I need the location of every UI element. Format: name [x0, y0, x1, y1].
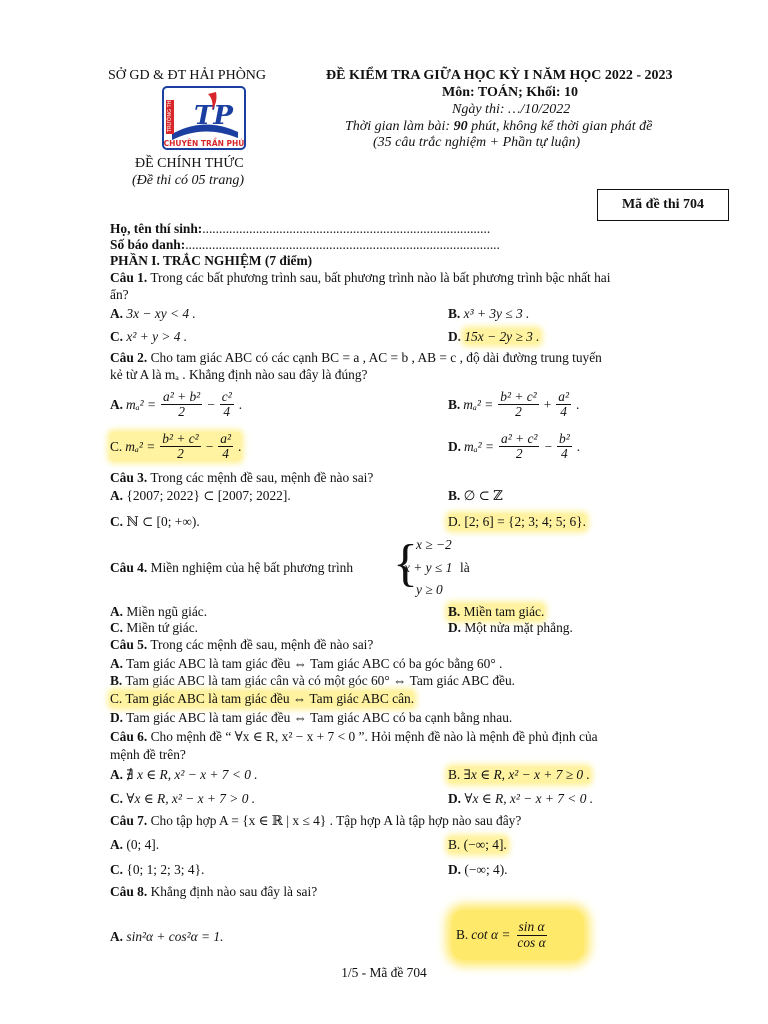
- student-name-dots: ......................................................................................: [202, 221, 491, 236]
- pages-note: (Đề thi có 05 trang): [132, 173, 244, 188]
- option-text: Miền ngũ giác.: [126, 604, 208, 619]
- fraction: $\frac{\text{sin α}}{\text{cos α}}$: [517, 919, 546, 950]
- option-letter: C.: [110, 514, 124, 529]
- q7-option-d: [448, 862, 508, 878]
- q6-option-c: [110, 791, 255, 807]
- exam-code: Mã đề thi 704: [621, 197, 705, 212]
- q4-system-line2: x + y ≤ 1: [404, 560, 453, 575]
- option-text: Một nửa mặt phẳng.: [464, 620, 573, 635]
- q4-option-d: [448, 620, 573, 636]
- option-letter: C.: [110, 791, 124, 806]
- option-letter: B.: [448, 396, 461, 412]
- fraction: $\frac{\text{b²}}{4}$: [559, 431, 570, 462]
- option-letter: A.: [110, 929, 124, 944]
- question-3: [110, 470, 373, 486]
- option-letter: A.: [110, 604, 124, 619]
- exam-format: (35 câu trắc nghiệm + Phần tự luận): [373, 135, 581, 150]
- formula-lhs: mₐ² =: [463, 396, 494, 412]
- option-letter: C.: [110, 329, 124, 344]
- option-text-highlighted: 15x − 2y ≥ 3 .: [464, 329, 540, 344]
- q4-after: là: [460, 560, 470, 575]
- option-text: x³ + 3y ≤ 3 .: [463, 306, 530, 321]
- option-text: {2007; 2022} ⊂ [2007; 2022].: [126, 488, 291, 503]
- q4-option-a: [110, 604, 207, 620]
- question-text: Trong các mệnh đề sau, mệnh đề nào sai?: [147, 470, 374, 485]
- option-letter: B.: [448, 604, 461, 619]
- option-text: Tam giác ABC là tam giác đều ⇔ Tam giác ABC cân.: [125, 691, 415, 706]
- option-letter: C.: [110, 691, 123, 706]
- option-text: x² + y > 4 .: [126, 329, 188, 344]
- q4-system-line3: y ≥ 0: [416, 582, 443, 597]
- logo-side-text: TRƯỜNG THPT: [167, 94, 173, 132]
- q1-option-b: [448, 306, 529, 322]
- question-1: [110, 270, 610, 286]
- fraction: $\frac{\text{a² + b²}}{2}$: [163, 389, 201, 420]
- option-text: sin²α + cos²α = 1.: [126, 929, 224, 944]
- exam-time-minutes: 90: [453, 119, 468, 134]
- q5-option-a: [110, 656, 502, 672]
- option-letter: A.: [110, 656, 124, 671]
- logo-school-name: CHUYÊN TRẦN PHÚ: [163, 139, 245, 148]
- q5-option-b: [110, 673, 515, 689]
- operator: −: [207, 396, 215, 412]
- exam-title: ĐỀ KIỂM TRA GIỮA HỌC KỲ I NĂM HỌC 2022 - 2023: [326, 68, 673, 83]
- question-6-cont: mệnh đề trên?: [110, 747, 186, 762]
- option-text: ∃x ∈ R, x² − x + 7 ≥ 0 .: [463, 767, 590, 782]
- operator: +: [543, 396, 552, 412]
- question-8: [110, 884, 317, 900]
- question-text: Khẳng định nào sau đây là sai?: [147, 884, 318, 899]
- option-text: ℕ ⊂ [0; +∞).: [126, 514, 200, 529]
- formula-lhs: mₐ² =: [464, 438, 495, 454]
- fraction: $\frac{\text{b² + c²}}{2}$: [500, 389, 537, 420]
- q3-option-b: [448, 488, 503, 504]
- option-letter: D.: [448, 791, 462, 806]
- question-4: [110, 560, 353, 576]
- q3-option-a: [110, 488, 291, 504]
- question-text: Cho tam giác ABC có các cạnh BC = a , AC = b , AB = c , độ dài đường trung tuyến: [147, 350, 602, 365]
- fraction: $\frac{\text{b² + c²}}{2}$: [162, 431, 199, 462]
- question-text: Trong các mệnh đề sau, mệnh đề nào sai?: [147, 637, 374, 652]
- department-name: SỞ GD & ĐT HẢI PHÒNG: [108, 68, 267, 83]
- option-text: Miền tam giác.: [463, 604, 545, 619]
- question-text: Cho tập hợp A = {x ∈ ℝ | x ≤ 4} . Tập hợp A là tập hợp nào sau đây?: [147, 813, 522, 828]
- q1-option-a: [110, 306, 196, 322]
- q1-option-c: [110, 329, 187, 345]
- question-label: Câu 2.: [110, 350, 148, 365]
- school-logo: [162, 86, 246, 150]
- q4-system-brace: {: [393, 535, 418, 592]
- q2-option-c: C. mₐ² = $\frac{\text{b² + c²}}{2}$ − $\frac{\text{a²}}{4}$ .: [110, 431, 242, 462]
- fraction: $\frac{\text{a² + c²}}{2}$: [501, 431, 538, 462]
- question-2: [110, 350, 602, 366]
- q2-option-a: A. mₐ² = $\frac{\text{a² + b²}}{2}$ − $\frac{\text{c²}}{4}$ .: [110, 389, 243, 420]
- exam-time-pre: Thời gian làm bài:: [345, 119, 454, 134]
- option-text: Tam giác ABC là tam giác đều ⇔ Tam giác ABC có ba cạnh bằng nhau.: [126, 710, 513, 725]
- formula-lhs: mₐ² =: [126, 396, 157, 412]
- option-letter: B.: [448, 488, 461, 503]
- option-text: ∄ x ∈ R, x² − x + 7 < 0 .: [126, 767, 258, 782]
- fraction: $\frac{\text{a²}}{4}$: [220, 431, 231, 462]
- option-letter: D.: [110, 710, 124, 725]
- q2-option-d: D. mₐ² = $\frac{\text{a² + c²}}{2}$ − $\frac{\text{b²}}{4}$ .: [448, 431, 581, 462]
- q6-option-a: [110, 767, 258, 783]
- q6-option-d: [448, 791, 593, 807]
- option-letter: B.: [110, 673, 123, 688]
- student-name-label: Họ, tên thí sinh:: [110, 221, 203, 236]
- q4-option-c: [110, 620, 198, 636]
- logo-mark: TP: [194, 101, 233, 131]
- option-text: Miền tứ giác.: [126, 620, 198, 635]
- page-footer: 1/5 - Mã đề 704: [341, 965, 427, 980]
- option-letter: D.: [448, 514, 462, 529]
- question-label: Câu 8.: [110, 884, 148, 899]
- option-text: Tam giác ABC là tam giác đều ⇔ Tam giác ABC có ba góc bằng 60° .: [126, 656, 503, 671]
- question-7: [110, 813, 521, 829]
- q3-option-d: [448, 514, 586, 530]
- part1-title: PHẦN I. TRẮC NGHIỆM (7 điểm): [110, 253, 313, 268]
- fraction: $\frac{\text{c²}}{4}$: [221, 389, 232, 420]
- question-label: Câu 6.: [110, 729, 148, 744]
- exam-time: [345, 119, 652, 135]
- question-label: Câu 4.: [110, 560, 148, 575]
- option-letter: B.: [448, 837, 461, 852]
- option-text: ∀x ∈ R, x² − x + 7 > 0 .: [126, 791, 256, 806]
- option-text: 3x − xy < 4 .: [126, 306, 196, 321]
- option-letter: A.: [110, 306, 124, 321]
- question-label: Câu 1.: [110, 270, 148, 285]
- question-1-cont: ẩn?: [110, 287, 129, 302]
- q4-option-b: [448, 604, 544, 620]
- q3-option-c: [110, 514, 200, 530]
- q1-option-d: [448, 329, 540, 345]
- option-text: (−∞; 4).: [464, 862, 508, 877]
- q2-option-b: B. mₐ² = $\frac{\text{b² + c²}}{2}$ + $\frac{\text{a²}}{4}$ .: [448, 389, 580, 420]
- option-letter: B.: [448, 306, 461, 321]
- q5-option-c: [110, 691, 414, 707]
- option-letter: C.: [110, 862, 124, 877]
- student-id-line: [110, 237, 500, 253]
- q5-option-d: [110, 710, 512, 726]
- option-letter: A.: [110, 396, 124, 412]
- question-label: Câu 3.: [110, 470, 148, 485]
- q7-option-b: [448, 837, 507, 853]
- option-letter: D.: [448, 329, 462, 344]
- option-text: (−∞; 4].: [463, 837, 507, 852]
- question-text: Miền nghiệm của hệ bất phương trình: [147, 560, 354, 575]
- fraction: $\frac{\text{a²}}{4}$: [558, 389, 569, 420]
- q7-option-c: [110, 862, 204, 878]
- option-letter: B.: [448, 767, 461, 782]
- option-letter: D.: [448, 620, 462, 635]
- student-id-dots: ..............................................................................................: [185, 237, 500, 252]
- option-text: [2; 6] = {2; 3; 4; 5; 6}.: [464, 514, 586, 529]
- option-letter: A.: [110, 837, 124, 852]
- exam-code-box: [597, 189, 729, 221]
- question-text: Trong các bất phương trình sau, bất phương trình nào là bất phương trình bậc nhất hai: [147, 270, 611, 285]
- operator: −: [205, 438, 214, 454]
- q4-system-line1: x ≥ −2: [416, 537, 452, 552]
- option-letter: D.: [448, 862, 462, 877]
- q8-option-b: [452, 910, 584, 960]
- operator: −: [544, 438, 552, 454]
- option-text: (0; 4].: [126, 837, 160, 852]
- exam-date: Ngày thi: …/10/2022: [452, 102, 571, 117]
- option-letter: D.: [448, 438, 462, 454]
- question-label: Câu 7.: [110, 813, 148, 828]
- q7-option-a: [110, 837, 159, 853]
- option-text: ∀x ∈ R, x² − x + 7 < 0 .: [464, 791, 594, 806]
- exam-time-post: phút, không kể thời gian phát đề: [467, 119, 653, 134]
- option-letter: A.: [110, 488, 124, 503]
- formula-lhs: mₐ² =: [125, 438, 156, 454]
- exam-subject: Môn: TOÁN; Khối: 10: [442, 85, 578, 100]
- student-id-label: Số báo danh:: [110, 237, 186, 252]
- q8-option-a: [110, 929, 223, 945]
- official-label: ĐỀ CHÍNH THỨC: [135, 156, 244, 171]
- option-letter: C.: [110, 620, 124, 635]
- option-letter: C.: [110, 438, 123, 454]
- option-text: ∅ ⊂ ℤ: [463, 488, 503, 503]
- option-letter: B.: [456, 927, 469, 942]
- question-text: Cho mệnh đề “ ∀x ∈ R, x² − x + 7 < 0 ”. Hỏi mệnh đề nào là mệnh đề phủ định của: [147, 729, 598, 744]
- question-label: Câu 5.: [110, 637, 148, 652]
- option-text: Tam giác ABC là tam giác cân và có một góc 60° ⇔ Tam giác ABC đều.: [125, 673, 515, 688]
- question-2-cont: kẻ từ A là mₐ . Khẳng định nào sau đây là đúng?: [110, 367, 368, 382]
- option-letter: A.: [110, 767, 124, 782]
- option-text: cot α =: [471, 927, 511, 942]
- question-5: [110, 637, 373, 653]
- option-text: {0; 1; 2; 3; 4}.: [126, 862, 205, 877]
- q6-option-b: [448, 767, 590, 783]
- student-name-line: [110, 221, 490, 237]
- question-6: [110, 729, 598, 745]
